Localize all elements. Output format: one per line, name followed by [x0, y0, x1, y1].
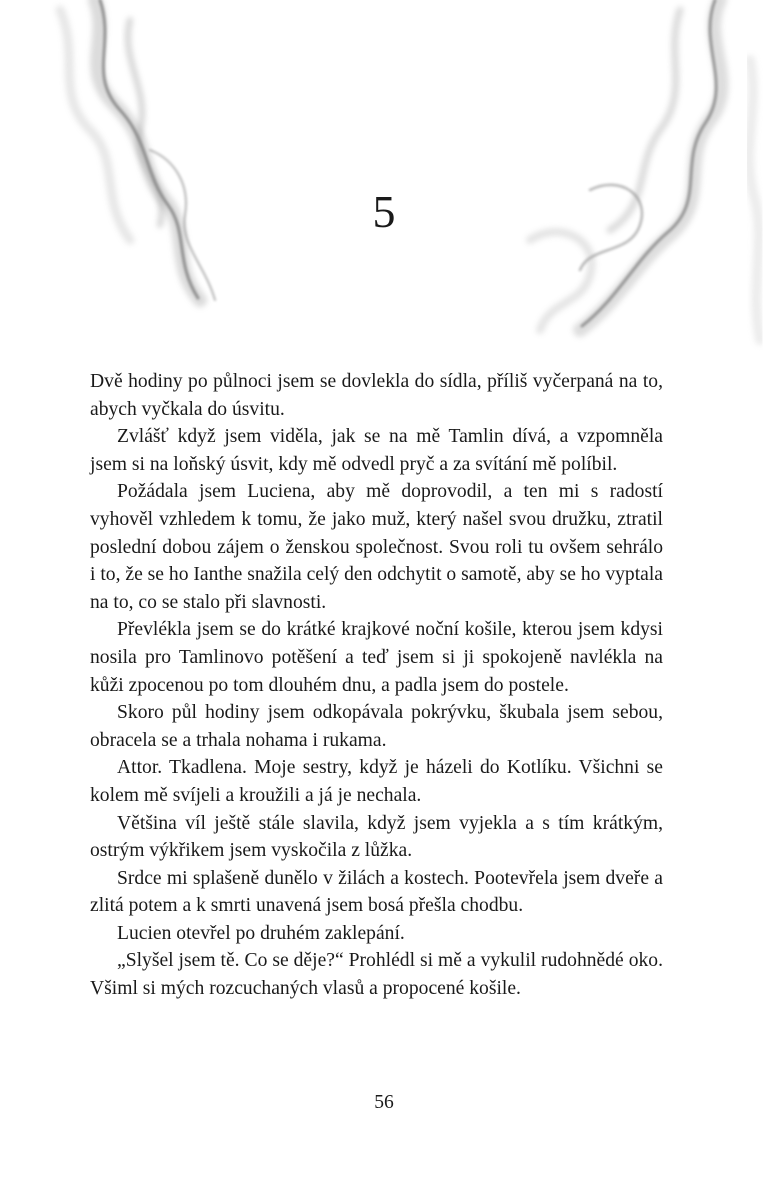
smoke-decoration-left [0, 0, 330, 330]
paragraph: „Slyšel jsem tě. Co se děje?“ Prohlédl si mě a vykulil rudohnědé oko. Všiml si mých rozcuchaných vlasů a propocené košile. [90, 950, 663, 1000]
page-number: 56 [374, 1092, 394, 1113]
chapter-body [90, 368, 663, 1003]
paragraph: Lucien otevřel po druhém zaklepání. [117, 922, 405, 944]
paragraph: Dvě hodiny po půlnoci jsem se dovlekla do sídla, příliš vyčerpaná na to, abych vyčkala do úsvitu. [90, 371, 663, 420]
paragraph: Skoro půl hodiny jsem odkopávala pokrývku, škubala jsem sebou, obracela se a trhala nohama i rukama. [90, 702, 663, 751]
paragraph: Srdce mi splašeně dunělo v žilách a kostech. Pootevřela jsem dveře a zlitá potem a k smrti unavená jsem bosá přešla chodbu. [90, 867, 663, 917]
chapter-number: 5 [372, 186, 396, 237]
paragraph: Zvlášť když jsem viděla, jak se na mě Tamlin dívá, a vzpomněla jsem si na loňský úsvit, kdy mě odvedl pryč a za svítání mě políbil. [90, 426, 663, 475]
paragraph: Většina víl ještě stále slavila, když jsem vyjekla a s tím krátkým, ostrým výkřikem jsem vyskočila z lůžka. [90, 812, 663, 862]
paragraph: Převlékla jsem se do krátké krajkové noční košile, kterou jsem kdysi nosila pro Tamlinovo potěšení a teď jsem si ji spokojeně navlékla na kůži zpocenou po tom dlouhém dnu, a padla jsem do postele. [90, 619, 663, 696]
paragraph: Požádala jsem Luciena, aby mě doprovodil, a ten mi s radostí vyhověl vzhledem k tomu, že jako muž, který našel svou družku, ztratil poslední dobou zájem o ženskou společnost. Svou roli tu ovšem sehrálo i to, že se ho Ianthe snažila celý den odchytit o samotě, aby se ho vyptala na to, co se stalo při slavnosti. [90, 481, 663, 613]
paragraph: Attor. Tkadlena. Moje sestry, když je házeli do Kotlíku. Všichni se kolem mě svíjeli a kroužili a já je nechala. [90, 757, 663, 806]
